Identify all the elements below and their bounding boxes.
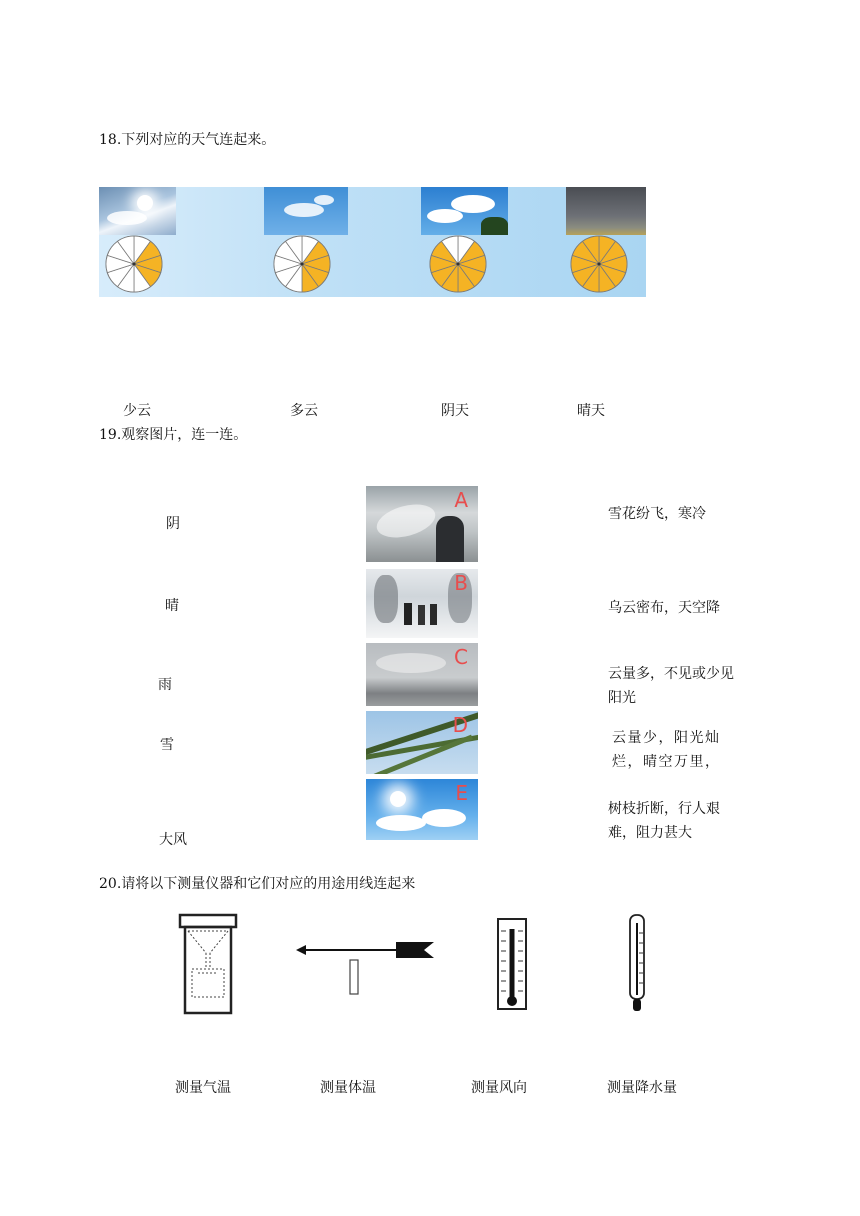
photo-letter-e: E — [455, 781, 468, 805]
q19-title: 19.观察图片，连一连。 — [99, 427, 248, 443]
q18-label-4: 晴天 — [577, 403, 605, 419]
sky-photo-1 — [99, 187, 176, 235]
use-label-4: 测量降水量 — [607, 1080, 677, 1096]
description-5: 树枝折断，行人艰难，阻力甚大 — [608, 801, 720, 841]
sky-photo-4 — [566, 187, 646, 235]
sky-photo-3 — [421, 187, 508, 235]
q18-label-3: 阴天 — [441, 403, 469, 419]
storm-wind-photo — [366, 486, 478, 562]
weather-qing: 晴 — [165, 598, 179, 614]
description-2: 乌云密布，天空降 — [608, 600, 720, 616]
pie-3 — [430, 236, 486, 292]
use-label-1: 测量气温 — [175, 1080, 231, 1096]
overcast-sky-photo — [366, 643, 478, 706]
q20-title: 20.请将以下测量仪器和它们对应的用途用线连起来 — [99, 876, 416, 892]
q18-label-1: 少云 — [123, 403, 151, 419]
photo-letter-c: C — [454, 645, 468, 669]
q18-label-2: 多云 — [290, 403, 318, 419]
windy-branches-photo — [366, 711, 478, 774]
pie-1 — [106, 236, 162, 292]
photo-letter-d: D — [452, 713, 468, 737]
body-thermometer-icon — [626, 913, 648, 1013]
photo-letter-b: B — [454, 571, 468, 595]
rain-gauge-icon — [178, 913, 240, 1015]
pie-4 — [571, 236, 627, 292]
photo-letter-a: A — [454, 488, 468, 512]
weather-yu: 雨 — [158, 677, 172, 693]
use-label-2: 测量体温 — [320, 1080, 376, 1096]
weather-yin: 阴 — [166, 516, 180, 532]
weather-strip — [99, 187, 646, 297]
use-label-3: 测量风向 — [471, 1080, 527, 1096]
sky-photo-2 — [264, 187, 348, 235]
description-1: 雪花纷飞，寒冷 — [608, 506, 706, 522]
thermometer-icon — [496, 917, 528, 1011]
weather-dafeng: 大风 — [159, 832, 187, 848]
pie-2 — [274, 236, 330, 292]
snow-street-photo — [366, 569, 478, 638]
wind-vane-icon — [294, 936, 436, 998]
description-4: 云量少，阳光灿烂，晴空万里， — [612, 730, 721, 770]
sunny-sky-photo — [366, 779, 478, 840]
description-3: 云量多，不见或少见阳光 — [608, 666, 734, 706]
weather-xue: 雪 — [160, 737, 174, 753]
cloud-cover-pies — [99, 235, 646, 297]
q18-title: 18.下列对应的天气连起来。 — [99, 132, 276, 148]
